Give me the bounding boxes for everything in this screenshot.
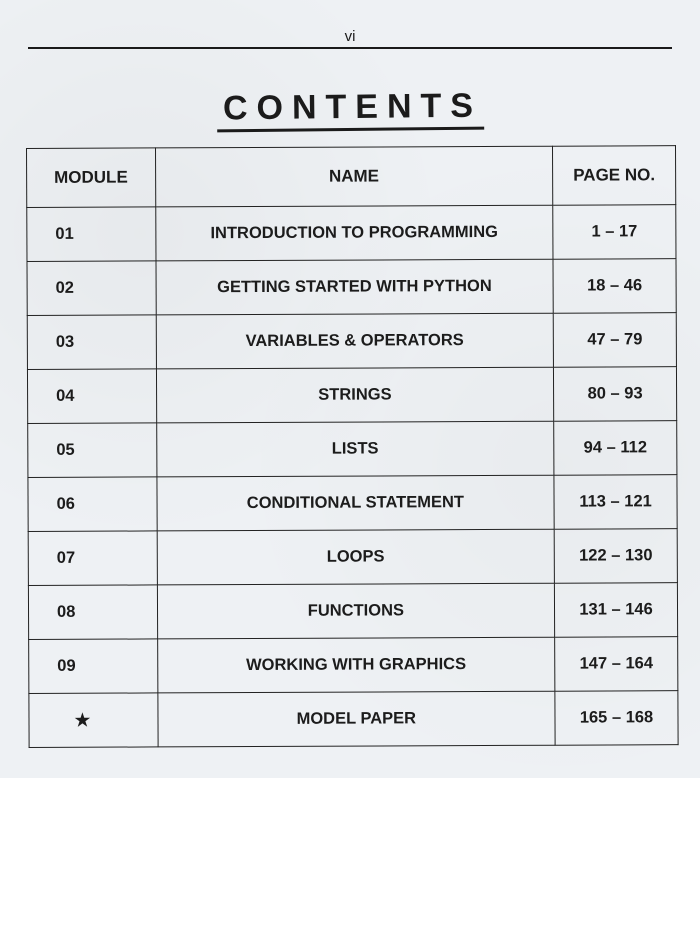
module-name: STRINGS <box>156 367 554 423</box>
page-range: 113 – 121 <box>554 475 677 530</box>
header-name: NAME <box>155 146 553 207</box>
table-row <box>28 529 677 586</box>
module-number: 07 <box>28 531 157 586</box>
table-header-row <box>27 146 676 208</box>
table-row <box>27 367 676 424</box>
table-row <box>28 475 677 532</box>
page-range: 165 – 168 <box>555 691 678 746</box>
page-range: 122 – 130 <box>554 529 677 584</box>
table-row <box>29 691 678 748</box>
page-range: 94 – 112 <box>554 421 677 476</box>
page-range: 47 – 79 <box>553 313 676 368</box>
module-name: CONDITIONAL STATEMENT <box>157 475 555 531</box>
contents-title-wrapper <box>0 88 700 131</box>
page-range: 18 – 46 <box>553 259 676 314</box>
module-name: GETTING STARTED WITH PYTHON <box>156 259 554 315</box>
table-row <box>27 259 676 316</box>
module-number: 03 <box>27 315 156 370</box>
table-row <box>28 421 677 478</box>
contents-title: CONTENTS <box>216 87 483 133</box>
header-module: MODULE <box>27 148 156 208</box>
module-name: FUNCTIONS <box>157 583 555 639</box>
table-row <box>28 583 677 640</box>
table-row <box>27 313 676 370</box>
module-number: 02 <box>27 261 156 316</box>
page-range: 1 – 17 <box>553 205 676 260</box>
module-name: VARIABLES & OPERATORS <box>156 313 554 369</box>
module-name: INTRODUCTION TO PROGRAMMING <box>155 205 553 261</box>
module-number: 04 <box>27 369 156 424</box>
module-number: 01 <box>27 207 156 262</box>
contents-table <box>26 145 679 748</box>
module-name: LISTS <box>156 421 554 477</box>
module-number: 05 <box>28 423 157 478</box>
table-row <box>29 637 678 694</box>
header-rule <box>28 47 672 49</box>
header-page: PAGE NO. <box>553 146 676 206</box>
module-number: 06 <box>28 477 157 532</box>
blank-margin <box>0 778 700 946</box>
page-range: 131 – 146 <box>554 583 677 638</box>
star-icon: ★ <box>73 709 92 732</box>
page-range: 147 – 164 <box>555 637 678 692</box>
module-name: LOOPS <box>157 529 555 585</box>
module-number: 08 <box>28 585 157 640</box>
module-cell <box>29 693 158 748</box>
page-range: 80 – 93 <box>553 367 676 422</box>
page-number: vi <box>344 28 356 45</box>
module-name: MODEL PAPER <box>158 691 556 747</box>
module-number: 09 <box>29 639 158 694</box>
module-name: WORKING WITH GRAPHICS <box>157 637 555 693</box>
table-row <box>27 205 676 262</box>
